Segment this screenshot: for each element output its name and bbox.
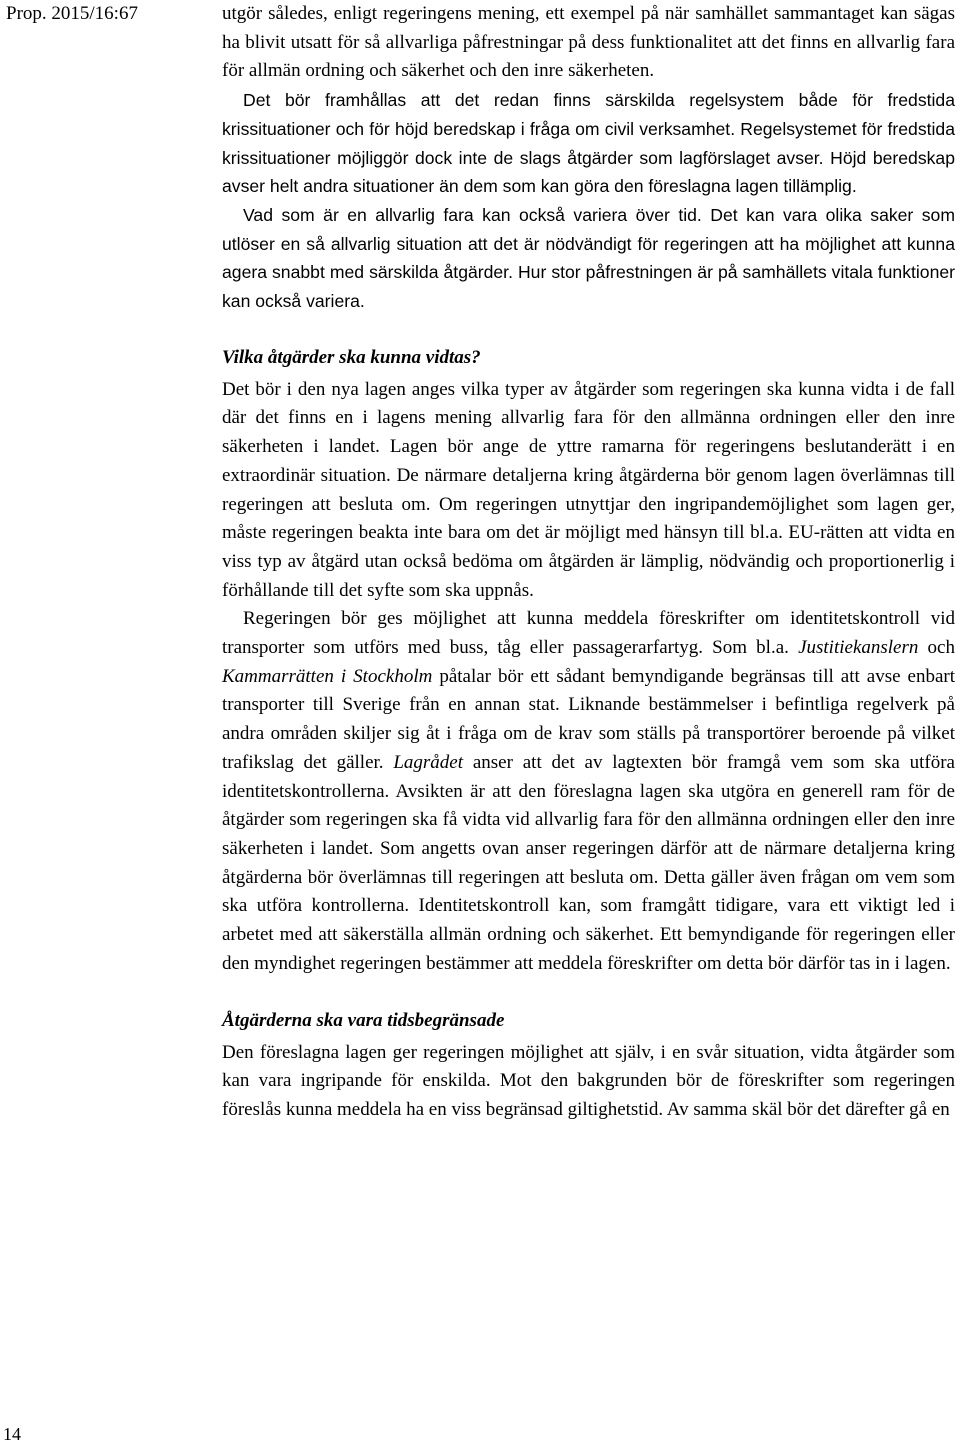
text-run: påtalar bör ett sådant bemyndigande begränsas till att avse enbart transporter till Sverige från en annan stat. Liknande bestämmelser i befintliga regelverk på andra områden skiljer sig åt i fråga om de krav som ställs på transportörer beroende på vilket trafikslag det gäller.	[222, 665, 955, 773]
paragraph: utgör således, enligt regeringens mening, ett exempel på när samhället sammantaget kan sägas ha blivit utsatt för så allvarliga påfrestningar på dess funktionalitet att det finns en allvarlig fara för allmän ordning och säkerhet och den inre säkerheten.	[222, 3, 955, 82]
text-run: och	[918, 637, 955, 659]
text-run: anser att det av lagtexten bör framgå vem som ska utföra identitetskontrollerna. Avsikten är att den föreslagna lagen ska utgöra en generell ram för de åtgärder som regeringen ska få vidta vid allvarlig fara för den allmänna ordningen eller den inre säkerheten i landet. Som angetts ovan anser regeringen därför att de närmare detaljerna kring åtgärderna bör överlämnas till regeringen att besluta om. Detta gäller även frågan om vem som ska utföra kontrollerna. Identitetskontroll kan, som framgått tidigare, vara ett viktigt led i arbetet med att säkerställa allmän ordning och säkerhet. Ett bemyndigande för regeringen eller den myndighet regeringen bestämmer att meddela föreskrifter om detta bör därför tas in i lagen.	[222, 751, 955, 974]
authority-name: Lagrådet	[393, 751, 464, 773]
paragraph: Vad som är en allvarlig fara kan också variera över tid. Det kan vara olika saker som utlöser en så allvarlig situation att det är nödvändigt för regeringen att ha möjlighet att kunna agera snabbt med särskilda åtgärder. Hur stor påfrestningen är på samhällets vitala funktioner kan också variera.	[222, 204, 955, 312]
section-heading: Åtgärderna ska vara tidsbegränsade	[222, 1009, 505, 1031]
paragraph	[222, 605, 955, 978]
page-number: 14	[3, 1424, 21, 1444]
body-text	[222, 0, 955, 1125]
paragraph: Det bör framhållas att det redan finns särskilda regelsystem både för fredstida krissituationer och för höjd beredskap i fråga om civil verksamhet. Regelsystemet för fredstida krissituationer möjliggör dock inte de slags åtgärder som lagförslaget avser. Höjd beredskap avser helt andra situationer än dem som kan göra den föreslagna lagen tillämplig.	[222, 90, 955, 197]
paragraph: Det bör i den nya lagen anges vilka typer av åtgärder som regeringen ska kunna vidta i de fall där det finns en i lagens mening allvarlig fara för den allmänna ordningen eller den inre säkerheten i landet. Lagen bör ange de yttre ramarna för regeringens beslutanderätt i en extraordinär situation. De närmare detaljerna kring åtgärderna bör genom lagen överlämnas till regeringen att besluta om. Om regeringen utnyttjar den ingripandemöjlighet som lagen ger, måste regeringen beakta inte bara om det är möjligt med hänsyn till bl.a. EU-rätten att vidta en viss typ av åtgärd utan också bedöma om åtgärden är lämplig, nödvändig och proportionerlig i förhållande till det syfte som ska uppnås.	[222, 378, 955, 601]
authority-name: Kammarrätten i Stockholm	[222, 665, 433, 687]
proposition-reference: Prop. 2015/16:67	[6, 3, 138, 24]
paragraph: Den föreslagna lagen ger regeringen möjlighet att själv, i en svår situation, vidta åtgärder som kan vara ingripande för enskilda. Mot den bakgrunden bör de föreskrifter som regeringen föreslås kunna meddela ha en viss begränsad giltighetstid. Av samma skäl bör det därefter gå en	[222, 1041, 955, 1120]
section-heading: Vilka åtgärder ska kunna vidtas?	[222, 346, 481, 368]
authority-name: Justitiekanslern	[798, 637, 919, 659]
text-run: Regeringen bör ges möjlighet att kunna meddela föreskrifter om identitetskontroll vid transporter som utförs med buss, tåg eller passagerarfartyg. Som bl.a.	[222, 608, 955, 659]
